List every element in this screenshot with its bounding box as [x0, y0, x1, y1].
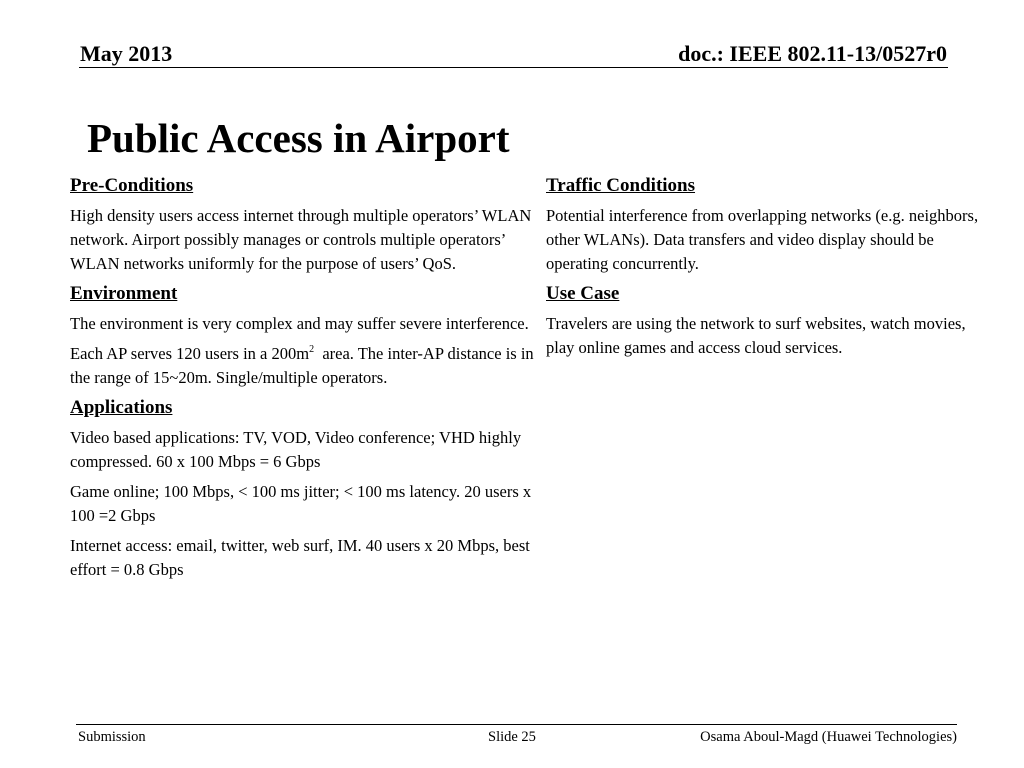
use-case-section	[546, 282, 991, 360]
footer-author: Osama Aboul-Magd (Huawei Technologies)	[700, 729, 957, 745]
use-case-text: Travelers are using the network to surf websites, watch movies, play online games and access cloud services.	[546, 314, 966, 357]
environment-text-2-start: Each AP serves 120 users in a 200m	[70, 344, 310, 363]
traffic-conditions-section	[546, 174, 991, 276]
footer-submission: Submission	[78, 729, 146, 745]
header-date: May 2013	[80, 41, 173, 66]
environment-text-2-end: area. The inter-AP distance is in the range of 15~20m. Single/multiple operators.	[70, 344, 538, 387]
applications-internet-text: Internet access: email, twitter, web surf, IM. 40 users x 20 Mbps, best effort = 0.8 Gbps	[70, 536, 530, 579]
slide-title: Public Access in Airport	[87, 115, 510, 161]
traffic-conditions-heading: Traffic Conditions	[546, 175, 696, 196]
footer-divider	[76, 724, 957, 725]
area-exponent: 2	[309, 344, 315, 355]
right-column	[546, 174, 991, 366]
pre-conditions-section	[70, 174, 535, 276]
applications-game-text: Game online; 100 Mbps, < 100 ms jitter; < 100 ms latency. 20 users x 100 =2 Gbps	[70, 482, 532, 525]
applications-video-text: Video based applications: TV, VOD, Video conference; VHD highly compressed. 60 x 100 Mbps = 6 Gbps	[70, 428, 522, 471]
left-column	[70, 174, 538, 588]
environment-text-2	[70, 342, 538, 390]
environment-text-1: The environment is very complex and may suffer severe interference.	[70, 314, 529, 333]
traffic-conditions-text: Potential interference from overlapping networks (e.g. neighbors, other WLANs). Data transfers and video display should be operating concurrently.	[546, 206, 979, 273]
pre-conditions-heading: Pre-Conditions	[70, 175, 194, 196]
use-case-heading: Use Case	[546, 283, 620, 304]
pre-conditions-text: High density users access internet through multiple operators’ WLAN network. Airport possibly manages or controls multiple operators’ WLAN networks uniformly for the purpose of users’ QoS.	[70, 206, 532, 273]
applications-section	[70, 396, 535, 582]
header-doc-id: doc.: IEEE 802.11-13/0527r0	[678, 41, 947, 66]
header-divider	[79, 67, 948, 68]
environment-section	[70, 282, 538, 390]
footer-slide-number: Slide 25	[488, 729, 536, 745]
environment-heading: Environment	[70, 283, 178, 304]
applications-heading: Applications	[70, 397, 173, 418]
